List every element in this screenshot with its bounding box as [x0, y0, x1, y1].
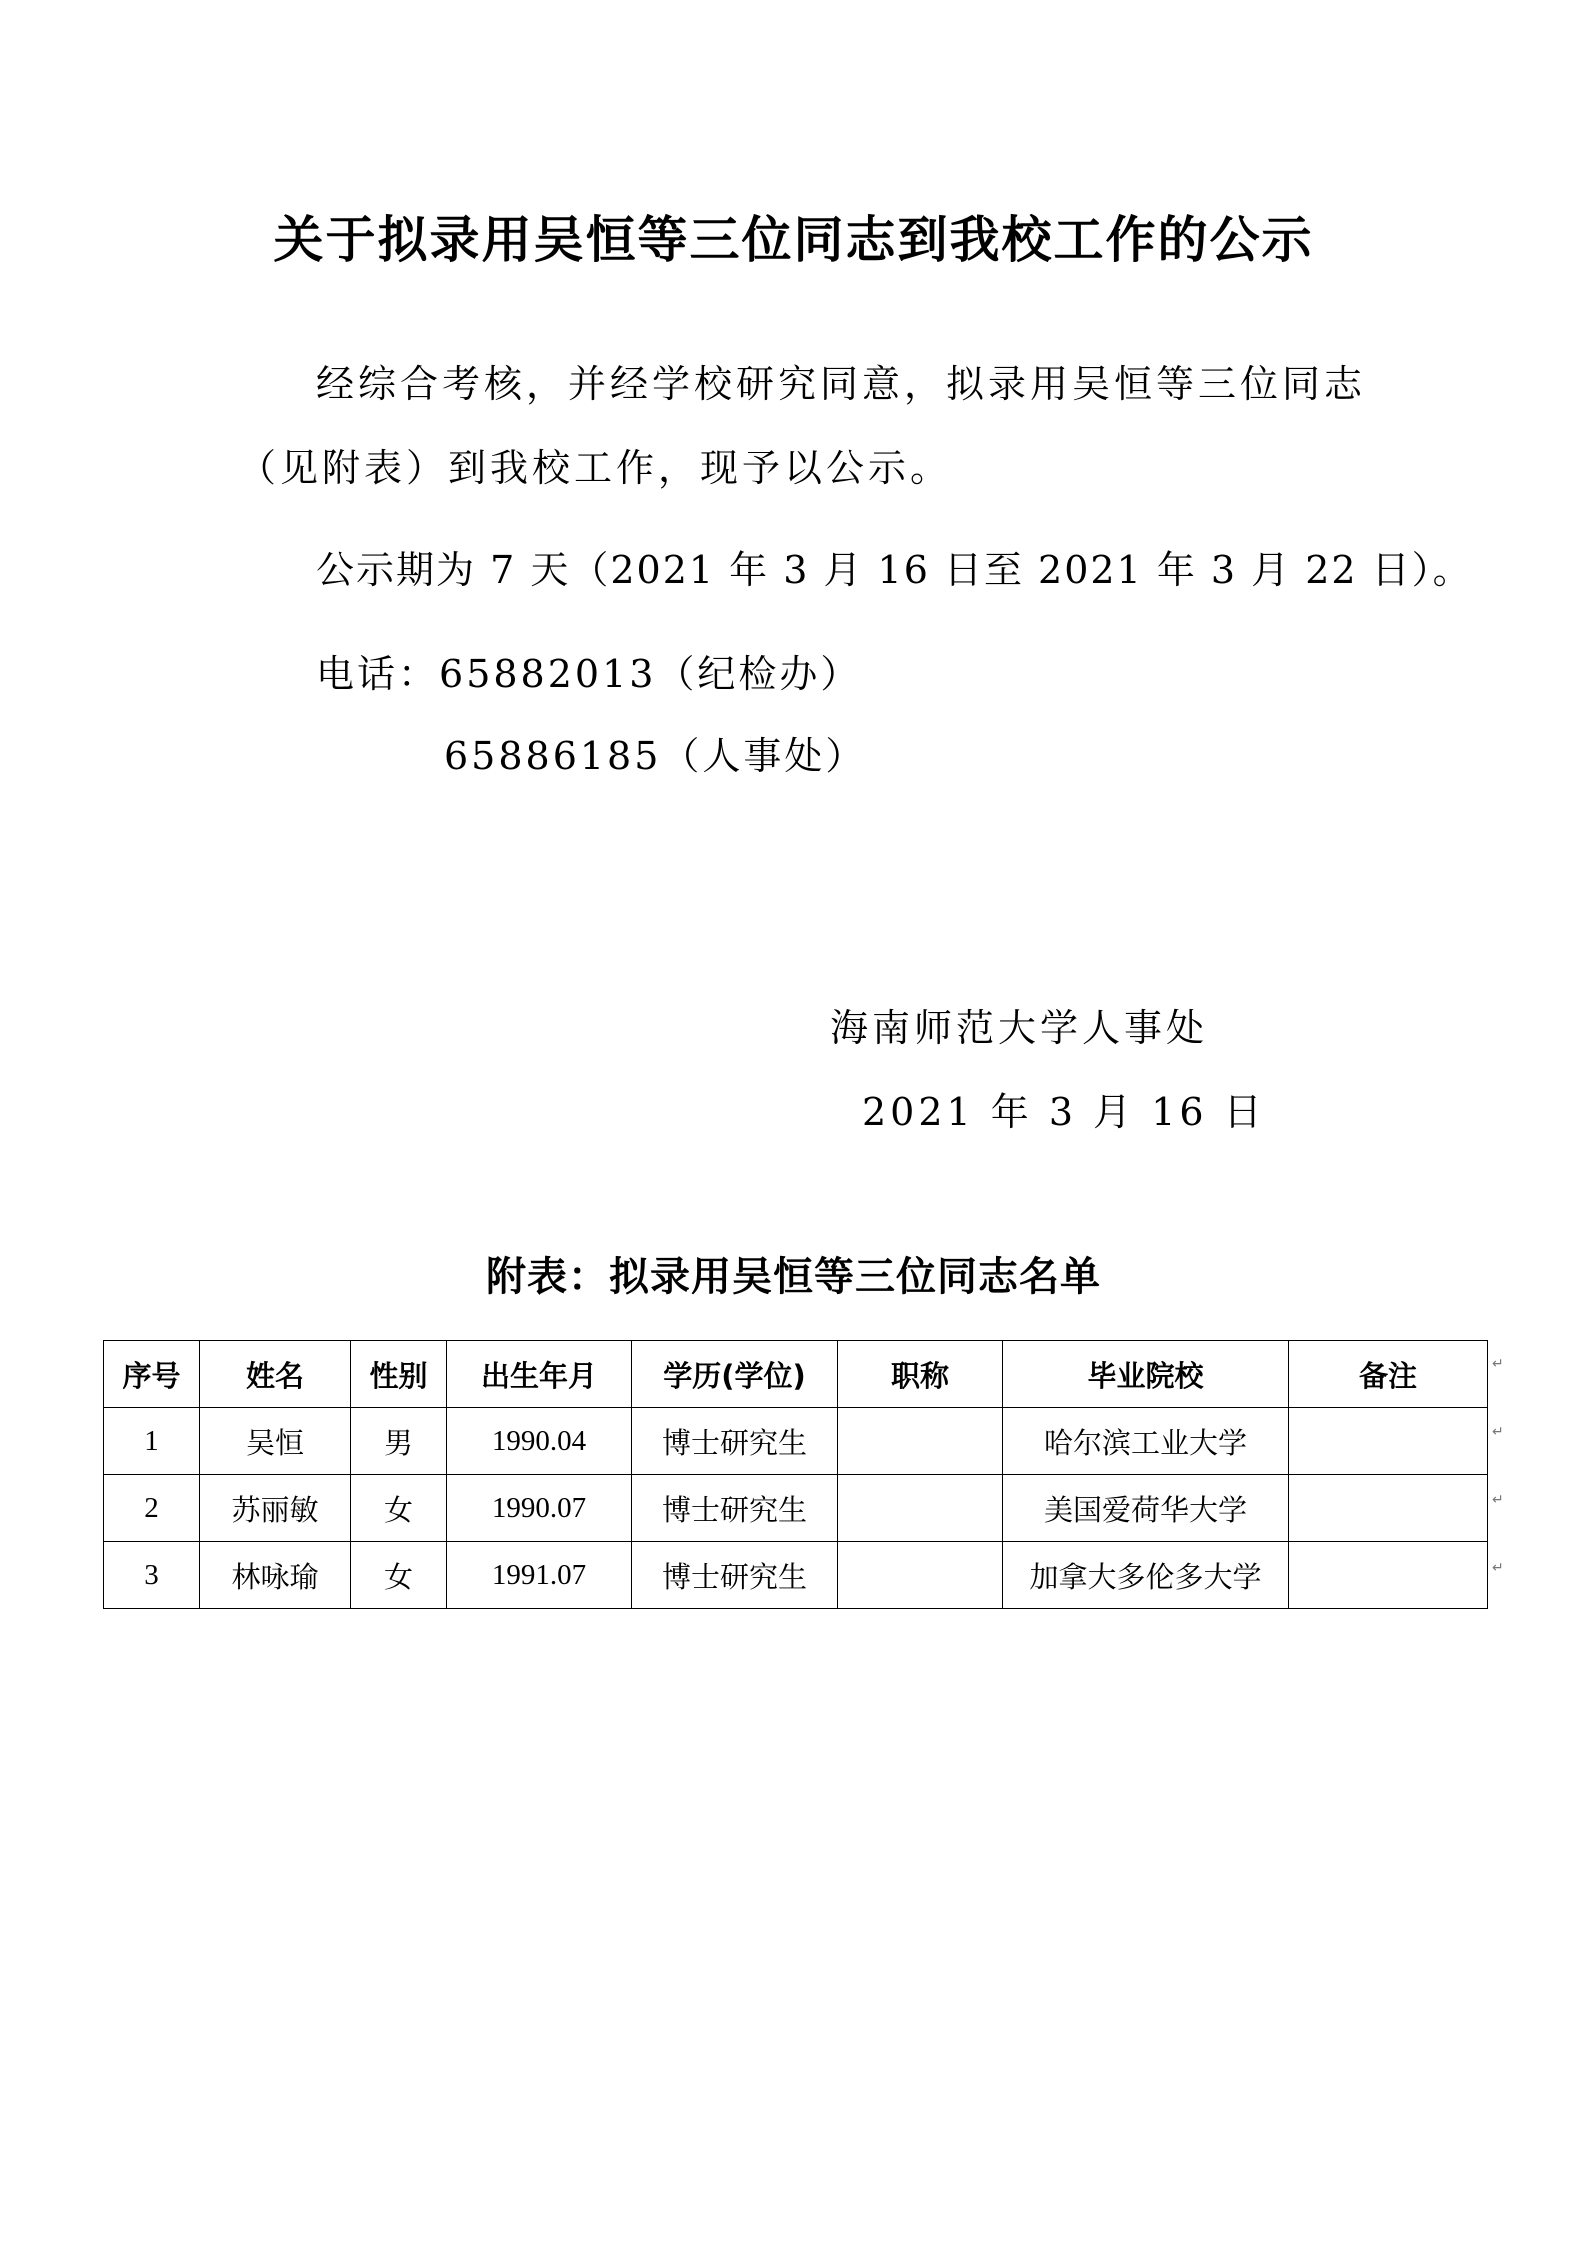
paragraph-mark-icon: ↵ [1492, 1560, 1504, 1576]
table-cell: 加拿大多伦多大学 [1003, 1542, 1289, 1609]
table-cell: 女 [351, 1475, 447, 1542]
table-cell: 2 [104, 1475, 200, 1542]
header-cell: 序号 [104, 1341, 200, 1408]
table-cell: 1990.04 [447, 1408, 632, 1475]
phone-number-1: 65882013（纪检办） [439, 652, 862, 696]
table-cell: 吴恒 [200, 1408, 351, 1475]
table-cell: 哈尔滨工业大学 [1003, 1408, 1289, 1475]
phone-line-1 [316, 648, 861, 700]
header-cell: 职称 [838, 1341, 1003, 1408]
table-cell: 林咏瑜 [200, 1542, 351, 1609]
table-cell: 美国爱荷华大学 [1003, 1475, 1289, 1542]
phone-number-2: 65886185（人事处） [444, 734, 867, 778]
paragraph-mark-icon: ↵ [1492, 1492, 1504, 1508]
intro-paragraph-line1: 经综合考核，并经学校研究同意，拟录用吴恒等三位同志 [316, 362, 1367, 406]
table-cell: 苏丽敏 [200, 1475, 351, 1542]
appendix-table [103, 1340, 1488, 1609]
header-cell: 学历(学位) [632, 1341, 838, 1408]
table-row [104, 1542, 1488, 1609]
table-cell: 1 [104, 1408, 200, 1475]
table-cell: 1990.07 [447, 1475, 632, 1542]
paragraph-mark-icon: ↵ [1492, 1424, 1504, 1440]
table-cell [1289, 1408, 1488, 1475]
table-header-row [104, 1341, 1488, 1408]
table-cell: 3 [104, 1542, 200, 1609]
publicity-period: 公示期为 7 天（2021 年 3 月 16 日至 2021 年 3 月 22 日）。 [316, 548, 1473, 592]
header-cell: 毕业院校 [1003, 1341, 1289, 1408]
table-row [104, 1408, 1488, 1475]
header-cell: 备注 [1289, 1341, 1488, 1408]
table-cell: 博士研究生 [632, 1475, 838, 1542]
phone-label: 电话： [316, 652, 440, 696]
header-cell: 性别 [351, 1341, 447, 1408]
appendix-title: 附表：拟录用吴恒等三位同志名单 [486, 1253, 1101, 1300]
table-cell: 男 [351, 1408, 447, 1475]
table-cell [838, 1408, 1003, 1475]
table-cell [1289, 1542, 1488, 1609]
intro-paragraph-line2: （见附表）到我校工作，现予以公示。 [238, 446, 953, 490]
document-title: 关于拟录用吴恒等三位同志到我校工作的公示 [273, 210, 1314, 269]
table-cell [838, 1475, 1003, 1542]
table-row [104, 1475, 1488, 1542]
table-cell [838, 1542, 1003, 1609]
table-cell: 女 [351, 1542, 447, 1609]
table-cell: 博士研究生 [632, 1542, 838, 1609]
signature-organization: 海南师范大学人事处 [830, 1006, 1209, 1050]
header-cell: 出生年月 [447, 1341, 632, 1408]
signature-date: 2021 年 3 月 16 日 [862, 1090, 1266, 1134]
paragraph-mark-icon: ↵ [1492, 1356, 1504, 1372]
table-cell [1289, 1475, 1488, 1542]
table-cell: 博士研究生 [632, 1408, 838, 1475]
header-cell: 姓名 [200, 1341, 351, 1408]
table-cell: 1991.07 [447, 1542, 632, 1609]
